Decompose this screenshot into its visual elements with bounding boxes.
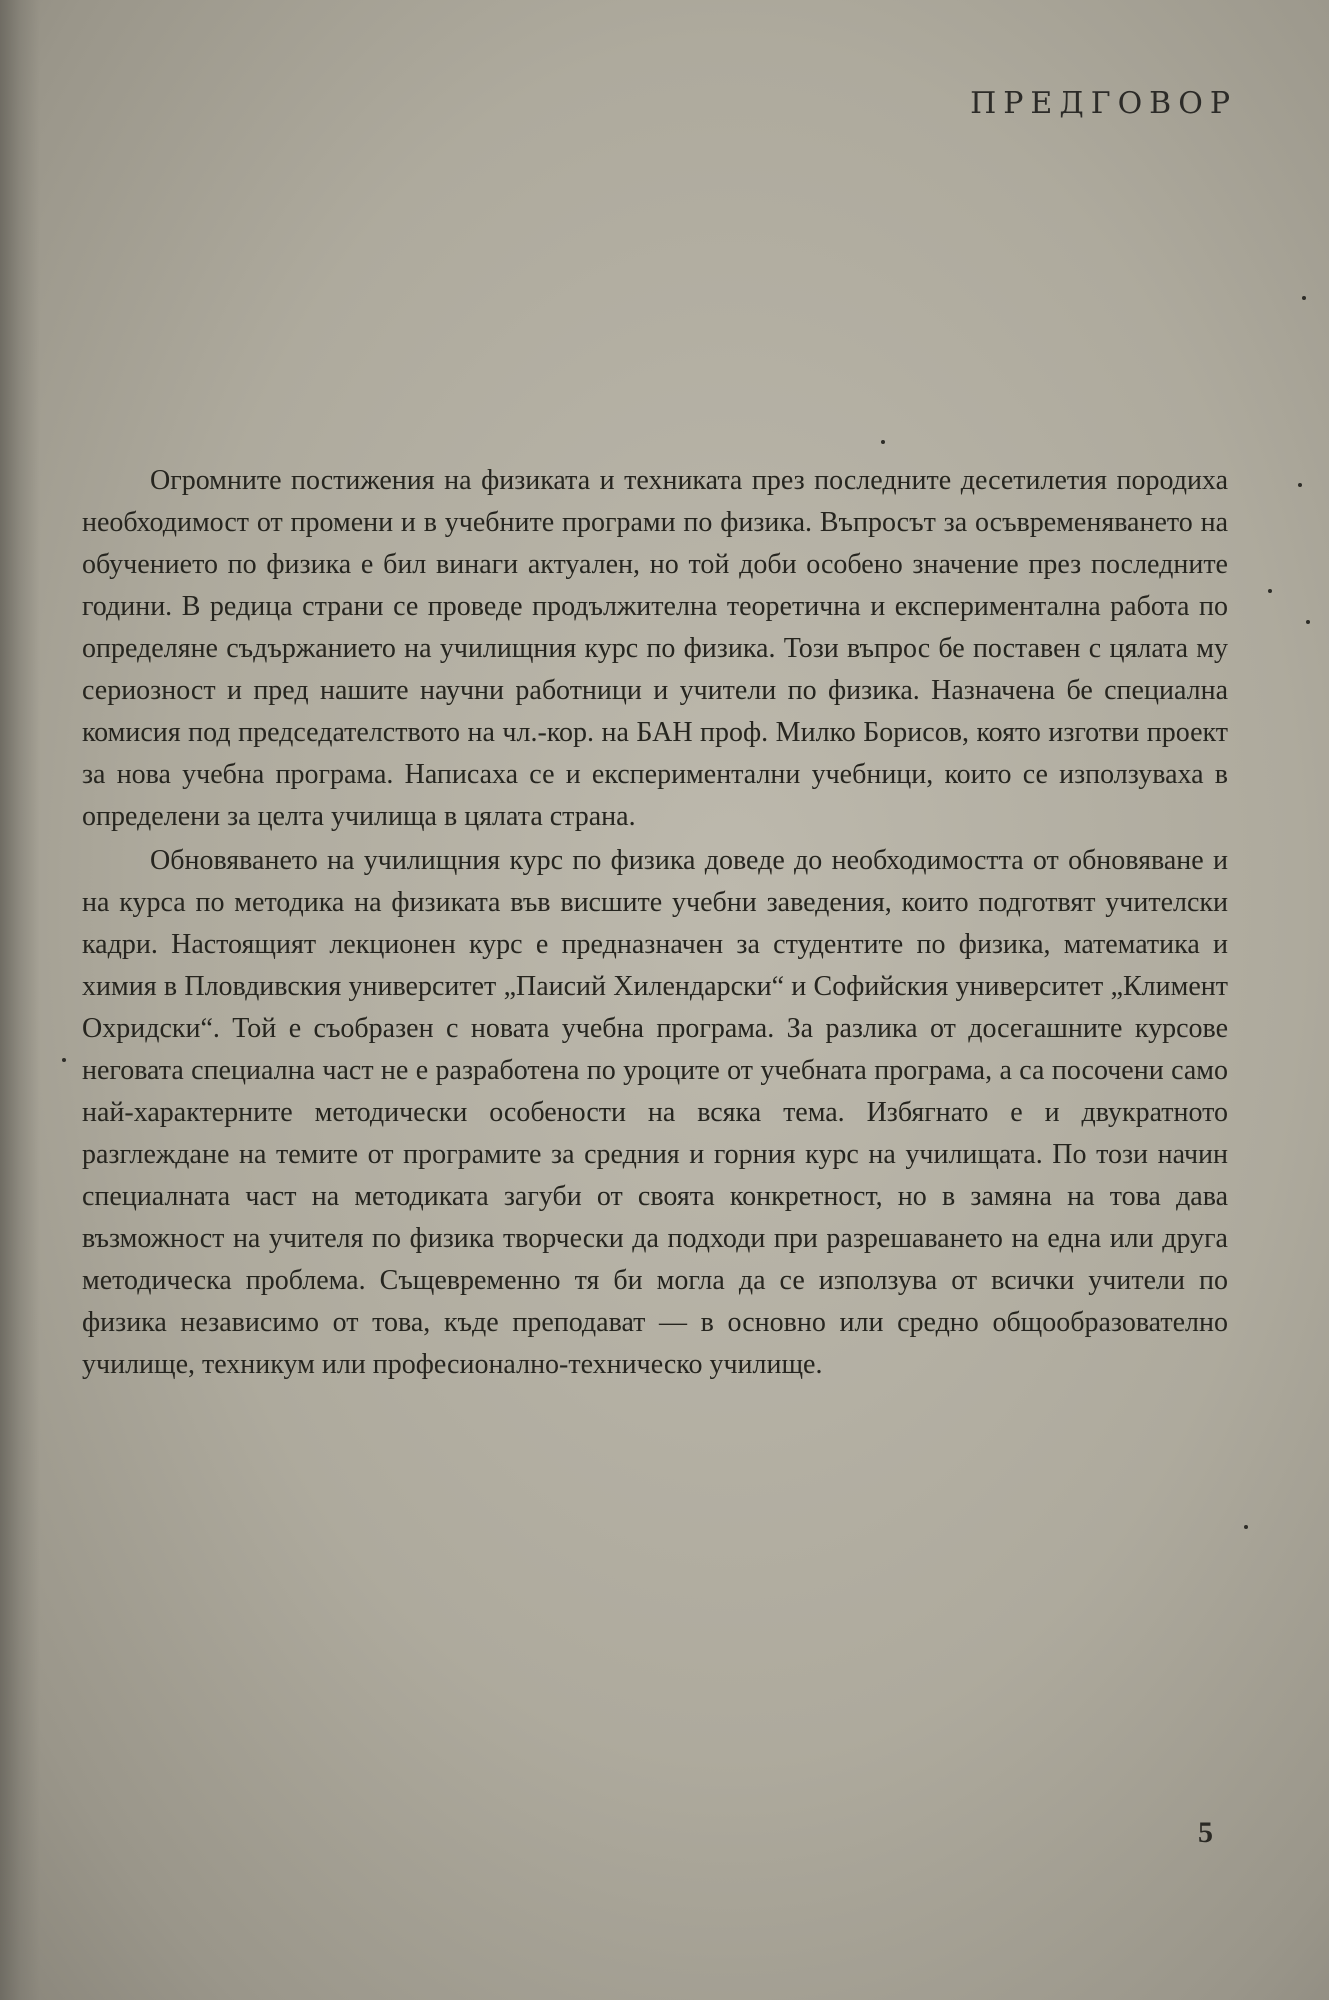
paper-speck <box>62 1058 66 1062</box>
paper-speck <box>1298 483 1302 487</box>
paper-speck <box>1268 589 1272 593</box>
paper-speck <box>881 440 885 444</box>
paper-speck <box>1244 1525 1248 1529</box>
paragraph-1: Огромните постижения на физиката и техниката през последните десетилетия породиха необходимост от промени и в учебните програми по физика. Въпросът за осъвременяването на обучението по физика е бил винаги актуален, но той доби особено значение през последните години. В редица страни се проведе продължителна теоретична и експериментална работа по определяне съдържанието на училищния курс по физика. Този въпрос бе поставен с цялата му сериозност и пред нашите научни работници и учители по физика. Назначена бе специална комисия под председателството на чл.-кор. на БАН проф. Милко Борисов, която изготви проект за нова учебна програма. Написаха се и експериментални учебници, които се използуваха в определени за целта училища в цялата страна. <box>82 465 1228 832</box>
preface-text <box>82 460 1228 1386</box>
paragraph-2: Обновяването на училищния курс по физика доведе до необходимостта от обновяване и на курса по методика на физиката във висшите учебни заведения, които подготвят учителски кадри. Настоящият лекционен курс е предназначен за студентите по физика, математика и химия в Пловдивския университет „Паисий Хилендарски“ и Софийския университет „Климент Охридски“. Той е съобразен с новата учебна програма. За разлика от досегашните курсове неговата специална част не е разработена по уроците от учебната програма, а са посочени само най-характерните методически особености на всяка тема. Избягнато е и двукратното разглеждане на темите от програмите за средния и горния курс на училищата. По този начин специалната част на методиката загуби от своята конкретност, но в замяна на това дава възможност на учителя по физика творчески да подходи при разрешаването на една или друга методическа проблема. Същевременно тя би могла да се използува от всички учители по физика независимо от това, къде преподават — в основно или средно общообразователно училище, техникум или професионално-техническо училище. <box>82 845 1228 1380</box>
page-number: 5 <box>1198 1816 1213 1849</box>
paper-speck <box>1306 620 1310 624</box>
paper-speck <box>1302 296 1306 300</box>
chapter-heading: ПРЕДГОВОР <box>970 86 1237 121</box>
